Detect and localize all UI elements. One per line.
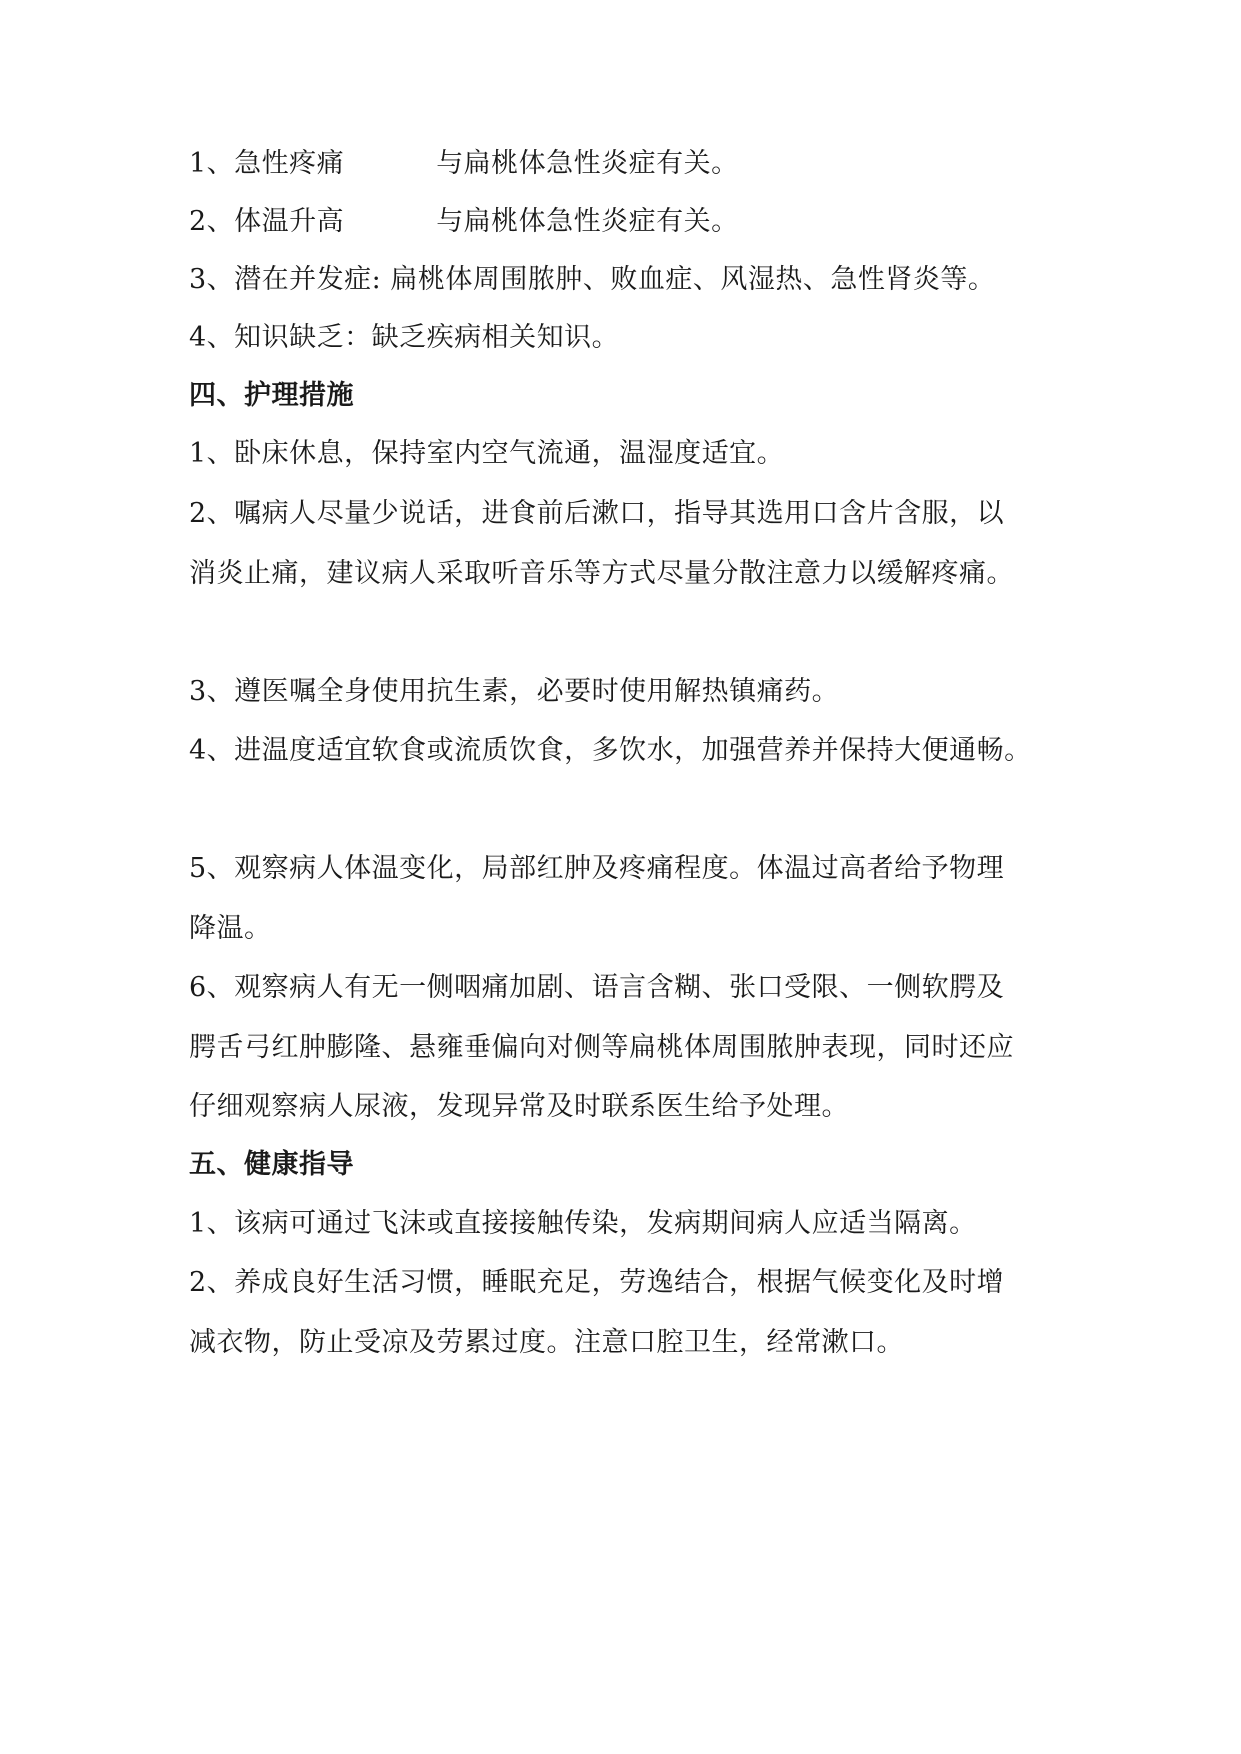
paragraph-line: 5、观察病人体温变化，局部红肿及疼痛程度。体温过高者给予物理 [189, 853, 1005, 884]
paragraph-line: 消炎止痛，建议病人采取听音乐等方式尽量分散注意力以缓解疼痛。 [189, 558, 1014, 589]
paragraph-line: 减衣物，防止受凉及劳累过度。注意口腔卫生，经常漱口。 [189, 1327, 904, 1358]
paragraph-line: 2、嘱病人尽量少说话，进食前后漱口，指导其选用口含片含服，以 [189, 498, 1005, 529]
paragraph-line: 腭舌弓红肿膨隆、悬雍垂偏向对侧等扁桃体周围脓肿表现，同时还应 [189, 1032, 1014, 1063]
diagnosis-item-4: 4、知识缺乏：缺乏疾病相关知识。 [189, 322, 620, 353]
diagnosis-item-1 [189, 146, 739, 182]
paragraph-line: 1、该病可通过飞沫或直接接触传染，发病期间病人应适当隔离。 [189, 1208, 977, 1239]
paragraph-line: 2、养成良好生活习惯，睡眠充足，劳逸结合，根据气候变化及时增 [189, 1267, 1005, 1298]
diagnosis-detail: 与扁桃体急性炎症有关。 [436, 206, 739, 237]
paragraph-line: 降温。 [189, 913, 272, 944]
diagnosis-detail: 与扁桃体急性炎症有关。 [436, 148, 739, 179]
paragraph-line: 仔细观察病人尿液，发现异常及时联系医生给予处理。 [189, 1091, 849, 1122]
section-heading-health-guidance: 五、健康指导 [189, 1149, 354, 1180]
diagnosis-item-3: 3、潜在并发症: 扁桃体周围脓肿、败血症、风湿热、急性肾炎等。 [189, 264, 996, 295]
paragraph-line: 3、遵医嘱全身使用抗生素，必要时使用解热镇痛药。 [189, 676, 840, 707]
diagnosis-label: 1、急性疼痛 [189, 148, 345, 179]
diagnosis-item-2 [189, 204, 739, 240]
diagnosis-label: 2、体温升高 [189, 206, 345, 237]
paragraph-line: 1、卧床休息，保持室内空气流通，温湿度适宜。 [189, 438, 785, 469]
paragraph-line: 4、进温度适宜软食或流质饮食，多饮水，加强营养并保持大便通畅。 [189, 735, 1032, 766]
section-heading-nursing-measures: 四、护理措施 [189, 380, 354, 411]
paragraph-line: 6、观察病人有无一侧咽痛加剧、语言含糊、张口受限、一侧软腭及 [189, 972, 1005, 1003]
